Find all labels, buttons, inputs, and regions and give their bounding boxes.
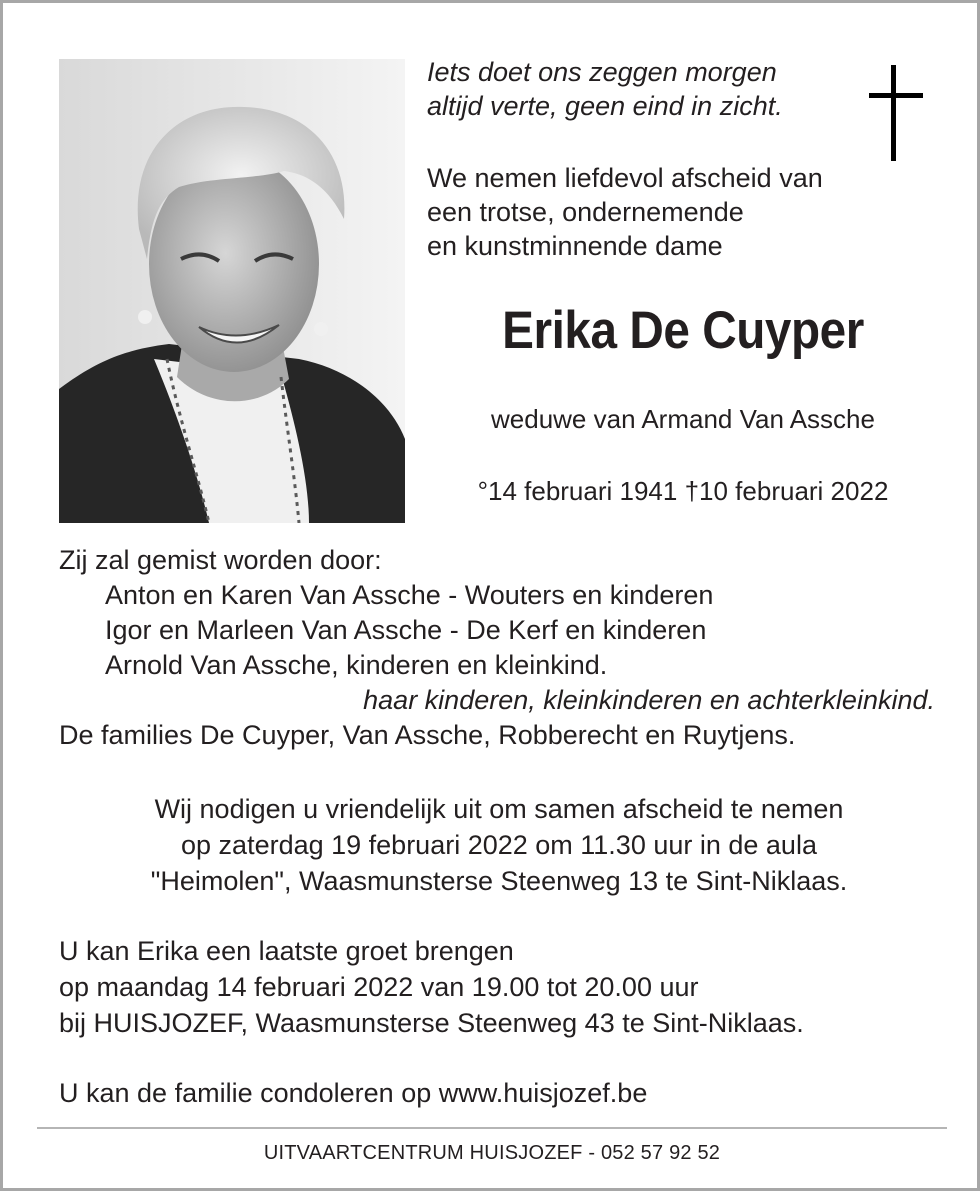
birth-death-dates: °14 februari 1941 †10 februari 2022 [477, 476, 889, 506]
latin-cross-icon [865, 65, 925, 161]
intro-text [427, 161, 823, 263]
visitation-line: op maandag 14 februari 2022 van 19.00 tot 20.00 uur [59, 972, 699, 1002]
ceremony-line: "Heimolen", Waasmunsterse Steenweg 13 te Sint-Niklaas. [150, 866, 848, 896]
families-line: De families De Cuyper, Van Assche, Robberecht en Ruytjens. [59, 720, 796, 750]
grandchildren-line: haar kinderen, kleinkinderen en achterkleinkind. [363, 685, 935, 715]
family-line: Arnold Van Assche, kinderen en kleinkind. [105, 650, 608, 680]
widow-of: weduwe van Armand Van Assche [491, 404, 875, 434]
family-line: Igor en Marleen Van Assche - De Kerf en kinderen [105, 615, 707, 645]
portrait-illustration [59, 59, 405, 523]
visitation-info [59, 933, 949, 1041]
visitation-line: bij HUISJOZEF, Waasmunsterse Steenweg 43 te Sint-Niklaas. [59, 1008, 804, 1038]
visitation-line: U kan Erika een laatste groet brengen [59, 936, 514, 966]
condolence-text: U kan de familie condoleren op www.huisjozef.be [59, 1078, 648, 1108]
intro-line: We nemen liefdevol afscheid van [427, 163, 823, 193]
mourners-heading: Zij zal gemist worden door: [59, 545, 382, 575]
ceremony-line: Wij nodigen u vriendelijk uit om samen afscheid te nemen [154, 794, 844, 824]
mourners-section [59, 543, 939, 753]
poem-line: altijd verte, geen eind in zicht. [427, 91, 783, 121]
intro-line: en kunstminnende dame [427, 231, 723, 261]
deceased-name: Erika De Cuyper [502, 301, 864, 360]
ceremony-invitation [59, 791, 939, 899]
poem [427, 55, 783, 123]
ceremony-line: op zaterdag 19 februari 2022 om 11.30 uur in de aula [181, 830, 817, 860]
family-line: Anton en Karen Van Assche - Wouters en kinderen [105, 580, 714, 610]
portrait-photo [59, 59, 405, 523]
intro-line: een trotse, ondernemende [427, 197, 744, 227]
funeral-home-footer: UITVAARTCENTRUM HUISJOZEF - 052 57 92 52 [263, 1142, 721, 1164]
divider [37, 1127, 947, 1129]
poem-line: Iets doet ons zeggen morgen [427, 57, 777, 87]
